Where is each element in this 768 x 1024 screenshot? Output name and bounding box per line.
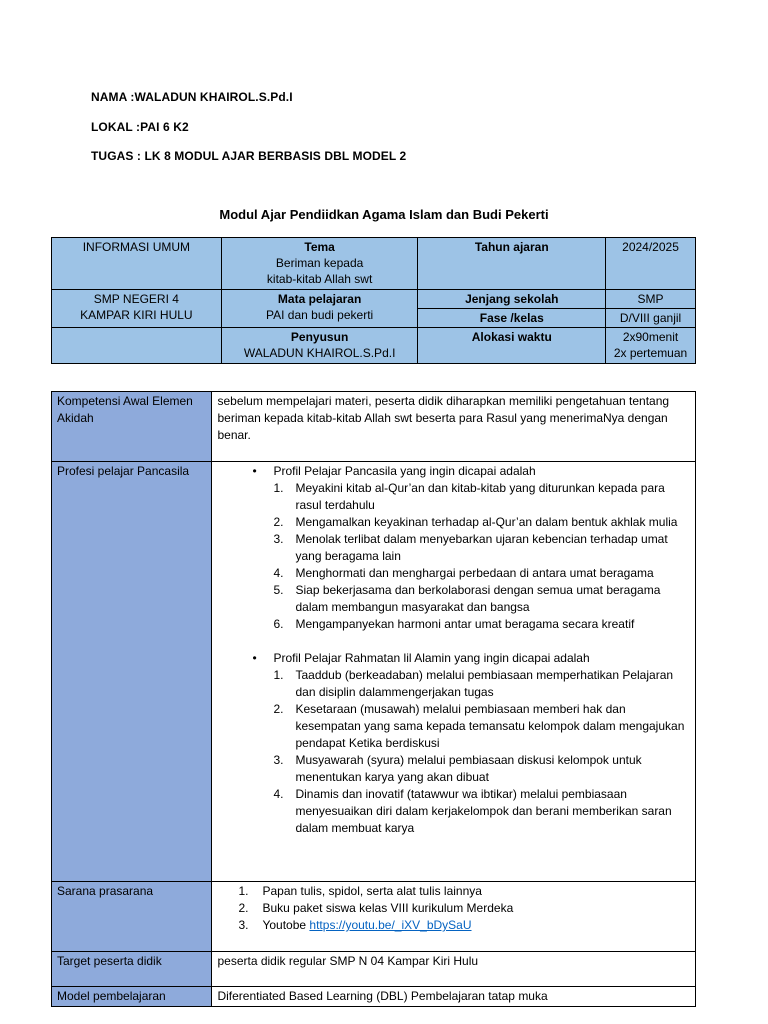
list-item bbox=[273, 582, 690, 616]
sarana-label: Sarana prasarana bbox=[52, 882, 212, 952]
mapel-cell bbox=[221, 290, 418, 328]
list-item-text: Meyakini kitab al-Qur’an dan kitab-kitab yang diturunkan kepada para rasul terdahulu bbox=[295, 481, 665, 512]
list-item bbox=[273, 667, 690, 701]
tema-label: Tema bbox=[304, 240, 335, 254]
list-item-text: Menghormati dan menghargai perbedaan di antara umat beragama bbox=[295, 566, 654, 580]
target-value: peserta didik regular SMP N 04 Kampar Kiri Hulu bbox=[212, 952, 696, 987]
list-item-text: Taaddub (berkeadaban) melalui pembiasaan memperhatikan Pelajaran dan disiplin dalammengerjakan tugas bbox=[295, 668, 674, 699]
tema-value: Beriman kepada kitab-kitab Allah swt bbox=[266, 256, 373, 286]
alokasi-value-1: 2x90menit bbox=[622, 330, 679, 344]
mapel-label: Mata pelajaran bbox=[277, 292, 362, 306]
list-item bbox=[273, 480, 690, 514]
list-number: 1. bbox=[273, 668, 284, 682]
penyusun-value: WALADUN KHAIROL.S.Pd.I bbox=[243, 346, 396, 360]
list-number: 4. bbox=[273, 787, 284, 801]
sarana-item-text: Buku paket siswa kelas VIII kurikulum Merdeka bbox=[262, 901, 514, 915]
list-item-text: Mengamalkan keyakinan terhadap al-Qur’an dalam bentuk akhlak mulia bbox=[295, 515, 678, 529]
jenjang-value: SMP bbox=[606, 290, 696, 309]
profil-rahmatan-list bbox=[273, 667, 690, 837]
alokasi-label: Alokasi waktu bbox=[418, 328, 606, 364]
list-item-text: Musyawarah (syura) melalui pembiasaan diskusi kelompok untuk menentukan karya yang akan dibuat bbox=[295, 753, 642, 784]
main-table bbox=[51, 391, 696, 1007]
list-item-text: Dinamis dan inovatif (tatawwur wa ibtikar) melalui pembiasaan menyesuaikan diri dalam kerjakelompok dan berani memberikan saran dalam membuat karya bbox=[295, 787, 672, 835]
list-item-text: Menolak terlibat dalam menyebarkan ujaran kebencian terhadap umat yang beragama lain bbox=[295, 532, 668, 563]
target-label: Target peserta didik bbox=[52, 952, 212, 987]
alokasi-cell bbox=[606, 328, 696, 364]
list-number: 1. bbox=[238, 884, 249, 898]
bullet-icon: • bbox=[252, 651, 257, 665]
list-number: 1. bbox=[273, 481, 284, 495]
profil-rahmatan-item bbox=[252, 650, 690, 837]
sarana-item bbox=[238, 900, 690, 917]
jenjang-label: Jenjang sekolah bbox=[418, 290, 606, 309]
header-tugas: TUGAS : LK 8 MODUL AJAR BERBASIS DBL MODEL 2 bbox=[91, 149, 407, 163]
empty-cell bbox=[52, 328, 222, 364]
profesi-cell bbox=[212, 462, 696, 882]
fase-value: D/VIII ganjil bbox=[606, 309, 696, 328]
tema-cell bbox=[221, 238, 418, 290]
sarana-item bbox=[238, 883, 690, 900]
list-item bbox=[273, 616, 690, 633]
document-title: Modul Ajar Pendiidkan Agama Islam dan Budi Pekerti bbox=[219, 207, 549, 222]
list-item-text: Siap bekerjasama dan berkolaborasi dengan semua umat beragama dalam membangun masyarakat dan bangsa bbox=[295, 583, 661, 614]
sarana-item-youtube bbox=[238, 917, 690, 934]
profesi-label: Profesi pelajar Pancasila bbox=[52, 462, 212, 882]
youtube-link[interactable]: https://youtu.be/_iXV_bDySaU bbox=[309, 918, 472, 932]
profil-pancasila-list bbox=[273, 480, 690, 633]
profil-rahmatan-heading: Profil Pelajar Rahmatan lil Alamin yang ingin dicapai adalah bbox=[273, 651, 590, 665]
informasi-umum-cell: INFORMASI UMUM bbox=[52, 238, 222, 290]
model-value: Diferentiated Based Learning (DBL) Pembelajaran tatap muka bbox=[212, 987, 696, 1007]
list-item bbox=[273, 786, 690, 837]
list-number: 2. bbox=[238, 901, 249, 915]
penyusun-label: Penyusun bbox=[290, 330, 349, 344]
list-number: 3. bbox=[273, 753, 284, 767]
penyusun-cell bbox=[221, 328, 418, 364]
list-item bbox=[273, 514, 690, 531]
list-number: 6. bbox=[273, 617, 284, 631]
info-table bbox=[51, 237, 696, 364]
sarana-item-text: Papan tulis, spidol, serta alat tulis lainnya bbox=[262, 884, 482, 898]
bullet-icon: • bbox=[252, 464, 257, 478]
profil-bullet-list bbox=[217, 463, 690, 837]
list-item bbox=[273, 752, 690, 786]
list-number: 5. bbox=[273, 583, 284, 597]
profil-pancasila-heading: Profil Pelajar Pancasila yang ingin dicapai adalah bbox=[273, 464, 536, 478]
list-number: 3. bbox=[273, 532, 284, 546]
header-lokal: LOKAL :PAI 6 K2 bbox=[91, 120, 189, 134]
list-item bbox=[273, 565, 690, 582]
list-item-text: Kesetaraan (musawah) melalui pembiasaan memberi hak dan kesempatan yang sama kepada temansatu kelompok dalam mengajukan pendapat Ketika berdiskusi bbox=[295, 702, 685, 750]
sekolah-cell: SMP NEGERI 4 KAMPAR KIRI HULU bbox=[52, 290, 222, 328]
list-number: 2. bbox=[273, 515, 284, 529]
header-nama: NAMA :WALADUN KHAIROL.S.Pd.I bbox=[91, 90, 293, 104]
model-label: Model pembelajaran bbox=[52, 987, 212, 1007]
fase-label: Fase /kelas bbox=[418, 309, 606, 328]
list-number: 3. bbox=[238, 918, 249, 932]
tahun-value: 2024/2025 bbox=[606, 238, 696, 290]
list-number: 2. bbox=[273, 702, 284, 716]
alokasi-value-2: 2x pertemuan bbox=[613, 346, 688, 360]
kompetensi-label: Kompetensi Awal Elemen Akidah bbox=[52, 392, 212, 462]
profil-pancasila-item bbox=[252, 463, 690, 633]
tahun-label: Tahun ajaran bbox=[418, 238, 606, 290]
sarana-cell bbox=[212, 882, 696, 952]
kompetensi-value: sebelum mempelajari materi, peserta didik diharapkan memiliki pengetahuan tentang beriman kepada kitab-kitab Allah swt beserta para Rasul yang menerimaNya dengan benar. bbox=[212, 392, 696, 462]
list-item bbox=[273, 701, 690, 752]
list-number: 4. bbox=[273, 566, 284, 580]
sarana-list bbox=[217, 883, 690, 934]
list-item-text: Mengampanyekan harmoni antar umat beragama secara kreatif bbox=[295, 617, 635, 631]
list-item bbox=[273, 531, 690, 565]
mapel-value: PAI dan budi pekerti bbox=[266, 308, 374, 322]
youtube-prefix: Youtobe bbox=[262, 918, 310, 932]
